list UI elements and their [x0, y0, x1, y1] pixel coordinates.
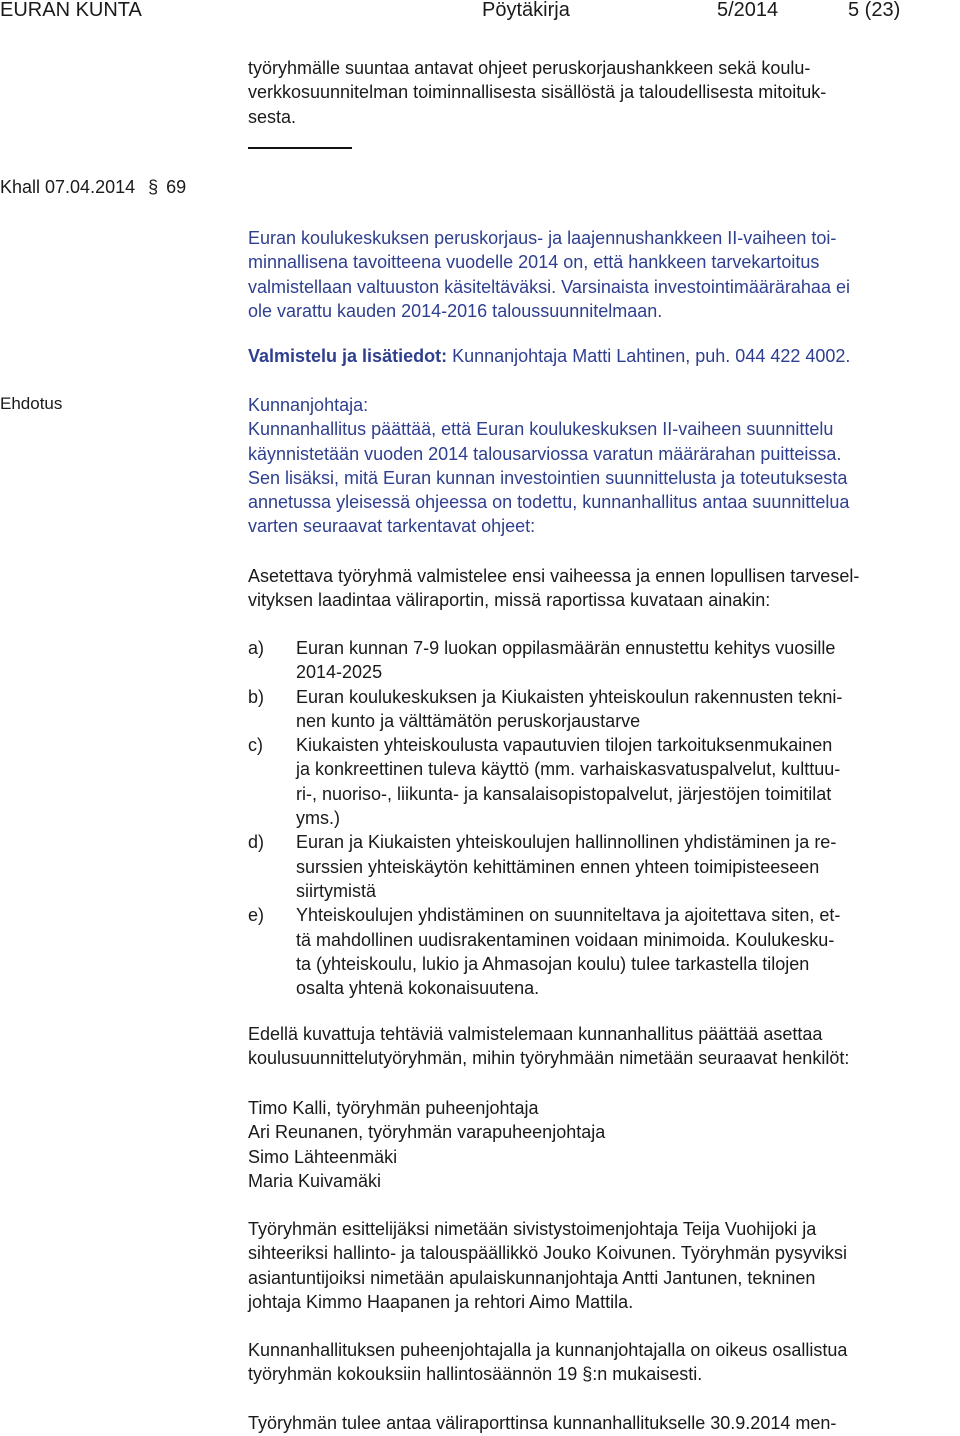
issue-number: 5/2014: [717, 0, 779, 21]
list-item: [248, 685, 842, 734]
item-line: Kiukaisten yhteiskoulusta vapautuvien tilojen tarkoituksenmukainen: [296, 735, 833, 756]
paragraph-line: Työryhmän tulee antaa väliraporttinsa kunnanhallitukselle 30.9.2014 men-: [248, 1413, 837, 1433]
working-group-paragraph: [248, 564, 859, 613]
paragraph-line: asiantuntijoiksi nimetään apulaiskunnanjohtaja Antti Jantunen, tekninen: [248, 1267, 816, 1288]
background-line: minnallisena tavoitteena vuodelle 2014 on, että hankkeen tarvekartoitus: [248, 252, 820, 273]
item-line: tä mahdollinen uudisrakentaminen voidaan minimoida. Koulukesku-: [296, 929, 835, 950]
proposal-line: varten seuraavat tarkentavat ohjeet:: [248, 516, 536, 537]
paragraph-line: Kunnanhallituksen puheenjohtajalla ja kunnanjohtajalla on oikeus osallistua: [248, 1340, 848, 1360]
proposal-line: annetussa yleisessä ohjeessa on todettu, kunnanhallitus antaa suunnittelua: [248, 492, 850, 513]
intro-line: sesta.: [248, 106, 297, 127]
item-line: 2014-2025: [296, 662, 383, 683]
preparation-contact: Kunnanjohtaja Matti Lahtinen, puh. 044 422 4002.: [452, 346, 851, 366]
list-item: [248, 830, 842, 903]
paragraph-line: vityksen laadintaa väliraportin, missä raportissa kuvataan ainakin:: [248, 590, 771, 611]
report-items-list: [248, 636, 842, 1000]
group-appointment-paragraph: [248, 1022, 849, 1071]
member-name: Timo Kalli, työryhmän puheenjohtaja: [248, 1098, 539, 1118]
list-item: [248, 733, 842, 830]
intro-line: työryhmälle suuntaa antavat ohjeet peruskorjaushankkeen sekä koulu-: [248, 58, 811, 78]
item-line: Yhteiskoulujen yhdistäminen on suunniteltava ja ajoitettava siten, et-: [296, 905, 841, 926]
member-name: Maria Kuivamäki: [248, 1170, 382, 1191]
preparation-info: [248, 344, 850, 368]
item-letter: d): [248, 832, 265, 853]
background-line: valmistellaan valtuuston käsiteltäväksi. Varsinaista investointimäärärahaa ei: [248, 276, 850, 297]
item-line: nen kunto ja välttämätön peruskorjaustarve: [296, 710, 641, 731]
item-line: siirtymistä: [296, 880, 376, 901]
item-line: osalta yhtenä kokonaisuutena.: [296, 978, 540, 999]
item-line: ta (yhteiskoulu, lukio ja Ahmasojan koulu) tulee tarkastella tilojen: [296, 953, 810, 974]
paragraph-line: Työryhmän esittelijäksi nimetään sivistystoimenjohtaja Teija Vuohijoki ja: [248, 1219, 817, 1239]
section-number: 69: [166, 177, 187, 197]
separator-rule: [248, 147, 352, 149]
proposer: Kunnanjohtaja:: [248, 395, 369, 415]
item-line: Euran kunnan 7-9 luokan oppilasmäärän ennustettu kehitys vuosille: [296, 638, 836, 658]
item-line: Euran koulukeskuksen ja Kiukaisten yhteiskoulun rakennusten tekni-: [296, 686, 843, 707]
proposal-line: käynnistetään vuoden 2014 talousarviossa varatun määrärahan puitteissa.: [248, 443, 842, 464]
proposal-line: Kunnanhallitus päättää, että Euran koulukeskuksen II-vaiheen suunnittelu: [248, 419, 834, 440]
section-symbol: §: [148, 177, 159, 197]
item-line: ri-, nuoriso-, liikunta- ja kansalaisopistopalvelut, järjestöjen toimitilat: [296, 783, 832, 804]
page-number: 5 (23): [848, 0, 901, 21]
item-letter: a): [248, 638, 265, 658]
item-line: yms.): [296, 808, 340, 829]
item-letter: e): [248, 905, 265, 926]
paragraph-line: työryhmän kokouksiin hallintosäännön 19 §:n mukaisesti.: [248, 1364, 703, 1385]
background-line: Euran koulukeskuksen peruskorjaus- ja laajennushankkeen II-vaiheen toi-: [248, 228, 837, 248]
paragraph-line: johtaja Kimmo Haapanen ja rehtori Aimo Mattila.: [248, 1291, 634, 1312]
item-line: ja konkreettinen tuleva käyttö (mm. varhaiskasvatuspalvelut, kulttuu-: [296, 759, 841, 780]
presenter-paragraph: [248, 1217, 847, 1314]
background-line: ole varattu kauden 2014-2016 taloussuunnitelmaan.: [248, 300, 663, 321]
list-item: [248, 903, 842, 1000]
proposal-label: Ehdotus: [0, 394, 63, 413]
preparation-label: Valmistelu ja lisätiedot:: [248, 346, 448, 366]
item-letter: c): [248, 735, 263, 756]
org-name: EURAN KUNTA: [0, 0, 142, 21]
item-letter: b): [248, 686, 265, 707]
proposal-paragraph: [248, 393, 849, 539]
member-list: [248, 1096, 605, 1193]
paragraph-line: koulusuunnittelutyöryhmän, mihin työryhmään nimetään seuraavat henkilöt:: [248, 1048, 850, 1069]
item-line: surssien yhteiskäytön kehittäminen ennen yhteen toimipisteeseen: [296, 856, 820, 877]
member-name: Simo Lähteenmäki: [248, 1146, 398, 1167]
section-date: Khall 07.04.2014: [0, 177, 136, 197]
paragraph-line: Asetettava työryhmä valmistelee ensi vaiheessa ja ennen lopullisen tarvesel-: [248, 566, 860, 586]
deadline-paragraph: [248, 1411, 836, 1435]
background-paragraph: [248, 226, 850, 323]
list-item: [248, 636, 842, 685]
section-reference: [0, 175, 186, 199]
proposal-line: Sen lisäksi, mitä Euran kunnan investointien suunnittelusta ja toteutuksesta: [248, 467, 848, 488]
document-type: Pöytäkirja: [482, 0, 570, 21]
intro-line: verkkosuunnitelman toiminnallisesta sisällöstä ja taloudellisesta mitoituk-: [248, 82, 827, 103]
intro-paragraph: [248, 56, 826, 129]
item-line: Euran ja Kiukaisten yhteiskoulujen hallinnollinen yhdistäminen ja re-: [296, 832, 837, 853]
participation-paragraph: [248, 1338, 847, 1387]
member-name: Ari Reunanen, työryhmän varapuheenjohtaja: [248, 1122, 606, 1143]
paragraph-line: sihteeriksi hallinto- ja talouspäällikkö Jouko Koivunen. Työryhmän pysyviksi: [248, 1243, 847, 1264]
paragraph-line: Edellä kuvattuja tehtäviä valmistelemaan kunnanhallitus päättää asettaa: [248, 1024, 823, 1044]
